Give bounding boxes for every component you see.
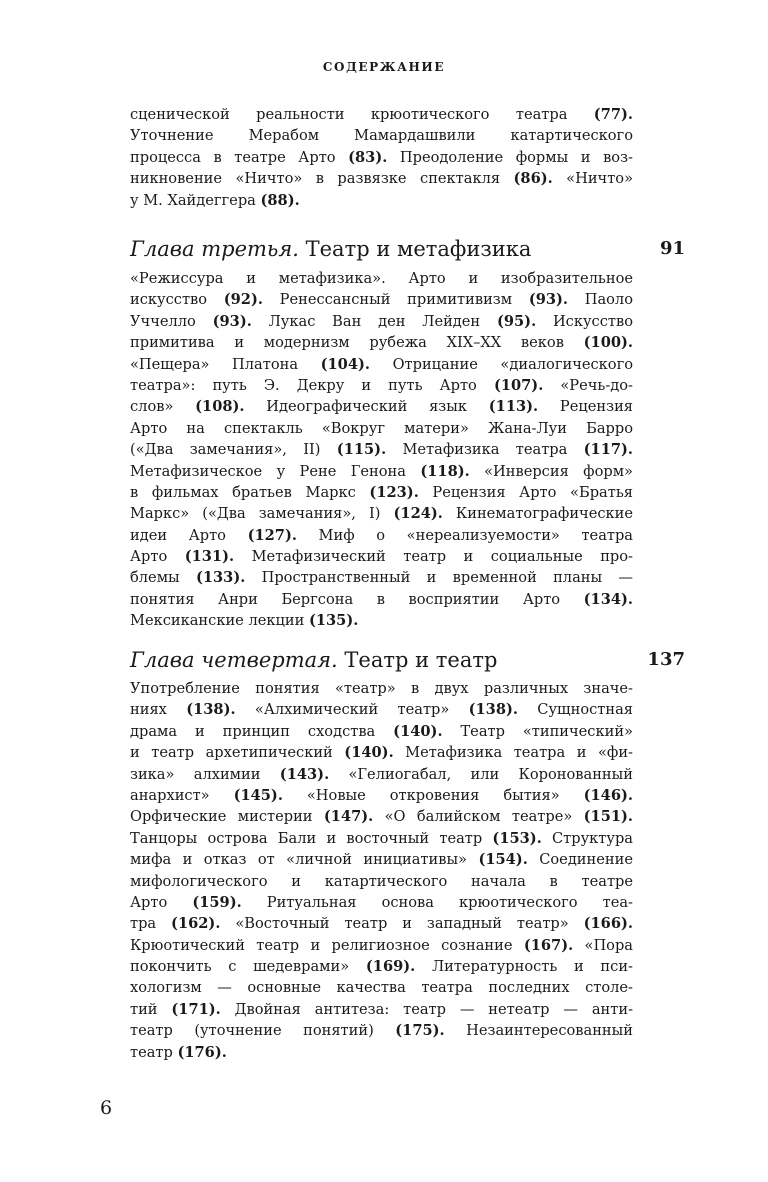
topic-text: Маркс» («Два замечания», I)	[130, 505, 394, 523]
topic-text: «Пещера» Платона	[130, 355, 321, 373]
topic-text: Лукас Ван ден Лейден	[251, 312, 497, 330]
toc-line	[130, 610, 633, 631]
chapter-4-contents	[130, 678, 633, 1063]
topic-text: анархист»	[130, 786, 234, 804]
page-reference: (171).	[171, 1000, 221, 1018]
page-reference: (77).	[593, 106, 633, 123]
topic-text: Двойная антитеза: театр — нетеатр — анти-	[220, 1000, 633, 1018]
page-reference: (113).	[488, 398, 539, 416]
toc-line	[130, 396, 633, 417]
toc-line	[130, 147, 633, 168]
topic-text: «Новые откровения бытия»	[282, 786, 584, 804]
topic-text: Метафизика театра и «фи-	[393, 744, 633, 762]
page-reference: (135).	[308, 612, 359, 630]
topic-text: театр	[130, 1043, 178, 1061]
page-reference: (83).	[348, 148, 388, 166]
intro-paragraph	[130, 104, 633, 211]
page-reference: (93).	[528, 291, 569, 309]
page-reference: (153).	[492, 829, 542, 847]
topic-text: Метафизический театр и социальные про-	[234, 548, 633, 566]
topic-text: Паоло	[568, 291, 633, 309]
topic-text: процесса в театре Арто	[130, 148, 349, 166]
topic-text: блемы	[130, 569, 196, 587]
topic-text: Рецензия	[538, 398, 633, 416]
chapter-3-contents	[130, 268, 633, 632]
page-reference: (86).	[513, 170, 553, 188]
chapter-title	[130, 645, 497, 675]
toc-line	[130, 999, 633, 1020]
topic-text: драма и принцип сходства	[130, 722, 394, 740]
topic-text: «Гелиогабал, или Коронованный	[329, 765, 633, 783]
page-reference: (146).	[583, 786, 633, 804]
topic-text: Употребление понятия «театр» в двух различных значе-	[130, 680, 633, 697]
page-reference: (166).	[583, 915, 633, 933]
topic-text: Пространственный и временной планы —	[245, 569, 633, 587]
page-reference: (140).	[393, 722, 443, 740]
topic-text: «Режиссура и метафизика». Арто и изобразительное	[130, 270, 633, 287]
page-reference: (117).	[583, 441, 633, 459]
topic-text: «О балийском театре»	[373, 808, 584, 826]
toc-line	[130, 439, 633, 460]
chapter-heading-3	[130, 234, 685, 268]
topic-text: Преодоление формы и воз-	[387, 148, 633, 166]
topic-text: мифологического и катартического начала в театре	[130, 872, 633, 890]
page-reference: (118).	[420, 462, 470, 480]
page-reference: (169).	[365, 958, 416, 976]
page-reference: (162).	[171, 915, 221, 933]
topic-text: театра»: путь Э. Декру и путь Арто	[130, 376, 494, 394]
toc-line	[130, 332, 633, 353]
chapter-name: Театр и театр	[344, 648, 498, 672]
topic-text: («Два замечания», II)	[130, 441, 337, 459]
toc-line	[130, 956, 633, 977]
page-reference: (95).	[496, 312, 537, 330]
topic-text: примитива и модернизм рубежа XIX–XX веков	[130, 334, 584, 352]
topic-text: Арто	[130, 893, 193, 911]
toc-line	[130, 104, 633, 125]
topic-text: Искусство	[536, 312, 633, 330]
page-reference: (134).	[583, 590, 633, 608]
chapter-page-number: 91	[659, 238, 685, 259]
topic-text: Крюотический театр и религиозное сознание	[130, 936, 524, 954]
topic-text: ниях	[130, 701, 187, 719]
topic-text: идеи Арто	[130, 526, 248, 544]
topic-text: Незаинтересованный	[444, 1022, 633, 1040]
toc-line	[130, 699, 633, 720]
page-reference: (154).	[478, 851, 528, 869]
toc-line	[130, 871, 633, 892]
topic-text: «Речь-до-	[543, 376, 633, 394]
topic-text: «Ничто»	[552, 170, 633, 188]
topic-text: и театр архетипический	[130, 744, 345, 762]
topic-text: тий	[130, 1000, 172, 1018]
page-reference: (93).	[212, 312, 252, 330]
toc-line	[130, 168, 633, 189]
page-reference: (140).	[344, 744, 394, 762]
page-reference: (92).	[223, 291, 263, 309]
topic-text: Мексиканские лекции	[130, 612, 309, 630]
chapter-page-number: 137	[647, 649, 685, 670]
topic-text: «Пора	[573, 936, 633, 954]
page-reference: (145).	[233, 786, 283, 804]
page-reference: (176).	[177, 1043, 227, 1061]
toc-line	[130, 546, 633, 567]
toc-line	[130, 482, 633, 503]
topic-text: Театр «типический»	[442, 722, 633, 740]
chapter-label: Глава четвертая.	[130, 648, 338, 672]
toc-line	[130, 742, 633, 763]
topic-text: «Восточный театр и западный театр»	[220, 915, 584, 933]
toc-line	[130, 190, 633, 211]
toc-line	[130, 977, 633, 998]
topic-text: зика» алхимии	[130, 765, 280, 783]
page-reference: (115).	[336, 441, 387, 459]
topic-text: Метафизическое у Рене Генона	[130, 462, 421, 480]
topic-text: Идеографический язык	[244, 398, 489, 416]
topic-text: Уччелло	[130, 312, 213, 330]
toc-line	[130, 289, 633, 310]
topic-text: у М. Хайдеггера	[130, 191, 261, 209]
page-reference: (175).	[395, 1022, 445, 1040]
topic-text: Кинематографические	[442, 505, 634, 523]
toc-line	[130, 764, 633, 785]
chapter-label: Глава третья.	[130, 237, 299, 261]
topic-text: Арто на спектакль «Вокруг матери» Жана-Луи Барро	[130, 419, 633, 437]
page-number: 6	[100, 1097, 113, 1119]
toc-line	[130, 721, 633, 742]
toc-line	[130, 125, 633, 146]
toc-line	[130, 1020, 633, 1041]
topic-text: театр (уточнение понятий)	[130, 1022, 396, 1040]
page-reference: (151).	[583, 808, 633, 826]
chapter-name: Театр и метафизика	[305, 237, 532, 261]
topic-text: хологизм — основные качества театра последних столе-	[130, 979, 633, 997]
topic-text: никновение «Ничто» в развязке спектакля	[130, 170, 514, 188]
toc-line	[130, 678, 633, 699]
page-reference: (123).	[369, 483, 419, 501]
topic-text: мифа и отказ от «личной инициативы»	[130, 851, 479, 869]
page-reference: (104).	[320, 355, 370, 373]
topic-text: понятия Анри Бергсона в восприятии Арто	[130, 590, 584, 608]
topic-text: Танцоры острова Бали и восточный театр	[130, 829, 493, 847]
toc-line	[130, 1042, 633, 1063]
toc-line	[130, 849, 633, 870]
chapter-heading-4	[130, 645, 685, 679]
toc-line	[130, 418, 633, 439]
page-reference: (131).	[184, 548, 235, 566]
toc-line	[130, 589, 633, 610]
topic-text: покончить с шедеврами»	[130, 958, 366, 976]
topic-text: Литературность и пси-	[415, 958, 633, 976]
topic-text: Отрицание «диалогического	[369, 355, 633, 373]
topic-text: Арто	[130, 548, 185, 566]
page-reference: (127).	[247, 526, 297, 544]
topic-text: «Алхимический театр»	[235, 701, 469, 719]
topic-text: Соединение	[527, 851, 633, 869]
page-reference: (108).	[195, 398, 245, 416]
topic-text: Метафизика театра	[386, 441, 584, 459]
page-reference: (159).	[192, 893, 242, 911]
topic-text: Уточнение Мерабом Мамардашвили катартического	[130, 127, 633, 145]
topic-text: Ритуальная основа крюотического теа-	[241, 893, 633, 911]
toc-line	[130, 375, 633, 396]
page-reference: (138).	[186, 701, 236, 719]
toc-line	[130, 268, 633, 289]
toc-line	[130, 354, 633, 375]
toc-line	[130, 785, 633, 806]
toc-line	[130, 311, 633, 332]
topic-text: Сущностная	[517, 701, 634, 719]
topic-text: Рецензия Арто «Братья	[418, 483, 633, 501]
topic-text: слов»	[130, 398, 196, 416]
running-head: СОДЕРЖАНИЕ	[322, 60, 446, 74]
topic-text: Орфические мистерии	[130, 808, 324, 826]
topic-text: сценической реальности крюотического театра	[130, 106, 594, 123]
toc-line	[130, 913, 633, 934]
topic-text: тра	[130, 915, 172, 933]
toc-line	[130, 567, 633, 588]
topic-text: Структура	[541, 829, 633, 847]
topic-text: Ренессансный примитивизм	[262, 291, 529, 309]
toc-line	[130, 525, 633, 546]
toc-line	[130, 806, 633, 827]
topic-text: в фильмах братьев Маркс	[130, 483, 370, 501]
chapter-title	[130, 234, 531, 264]
page-reference: (107).	[493, 376, 544, 394]
toc-line	[130, 503, 633, 524]
page-reference: (167).	[523, 936, 574, 954]
page-reference: (100).	[583, 334, 633, 352]
toc-line	[130, 461, 633, 482]
toc-line	[130, 828, 633, 849]
topic-text: искусство	[130, 291, 224, 309]
toc-line	[130, 892, 633, 913]
topic-text: «Инверсия форм»	[469, 462, 633, 480]
page-reference: (124).	[393, 505, 443, 523]
page-reference: (133).	[195, 569, 246, 587]
page-reference: (147).	[323, 808, 374, 826]
page-reference: (138).	[468, 701, 518, 719]
page-reference: (143).	[279, 765, 330, 783]
page-reference: (88).	[260, 191, 300, 209]
topic-text: Миф о «нереализуемости» театра	[296, 526, 634, 544]
toc-line	[130, 935, 633, 956]
